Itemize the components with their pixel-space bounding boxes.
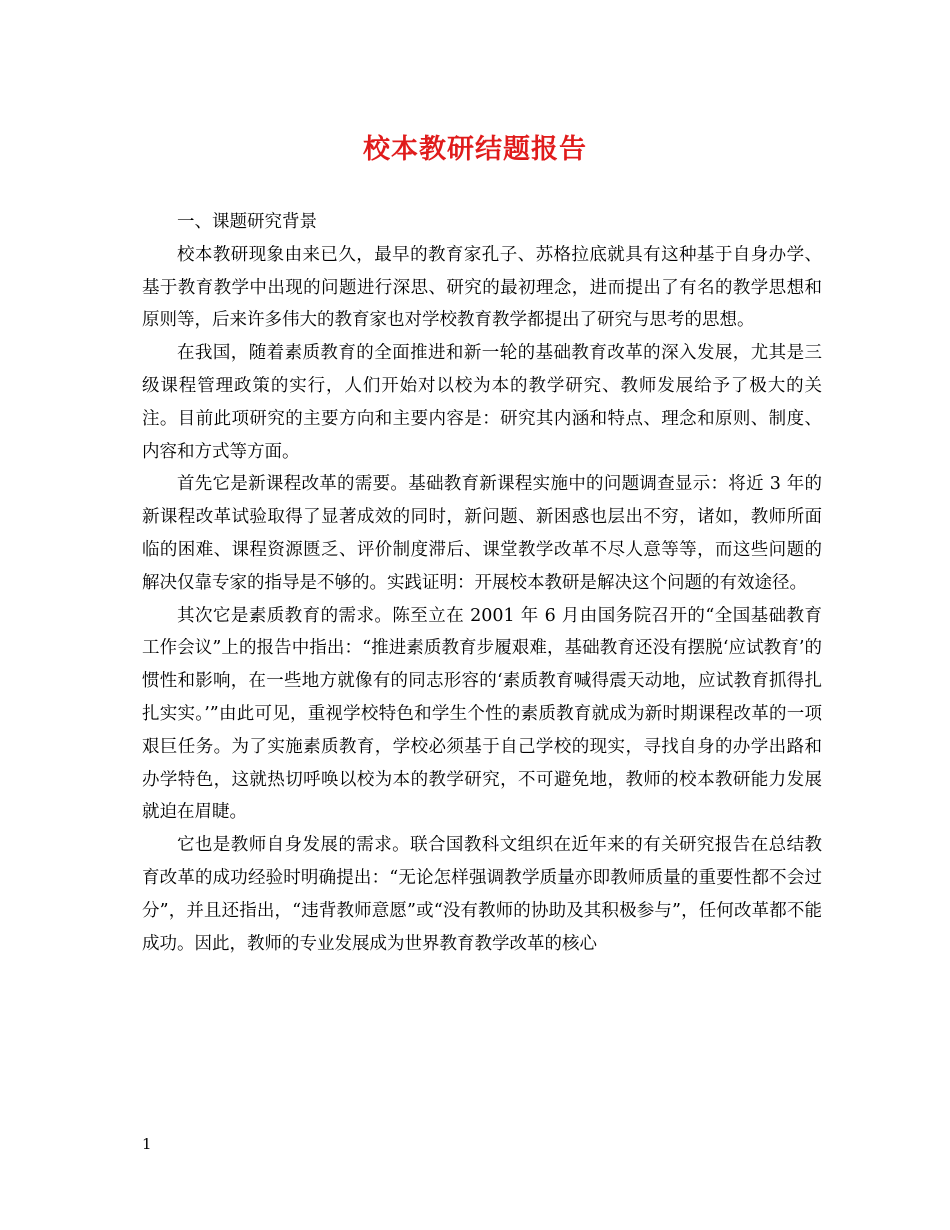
paragraph: 在我国，随着素质教育的全面推进和新一轮的基础教育改革的深入发展，尤其是三级课程管理政策的实行，人们开始对以校为本的教学研究、教师发展给予了极大的关注。目前此项研究的主要方向和主要内容是：研究其内涵和特点、理念和原则、制度、内容和方式等方面。 xyxy=(142,343,822,462)
paragraph: 它也是教师自身发展的需求。联合国教科文组织在近年来的有关研究报告在总结教育改革的成功经验时明确提出：“无论怎样强调教学质量亦即教师质量的重要性都不会过分”，并且还指出，“违背教师意愿”或“没有教师的协助及其积极参与”，任何改革都不能成功。因此，教师的专业发展成为世界教育教学改革的核心 xyxy=(142,835,822,954)
paragraph: 其次它是素质教育的需求。陈至立在 2001 年 6 月由国务院召开的“全国基础教育工作会议”上的报告中指出：“推进素质教育步履艰难，基础教育还没有摆脱‘应试教育’的惯性和影响，在一些地方就像有的同志形容的‘素质教育喊得震天动地，应试教育抓得扎扎实实。’”由此可见，重视学校特色和学生个性的素质教育就成为新时期课程改革的一项艰巨任务。为了实施素质教育，学校必须基于自己学校的现实，寻找自身的办学出路和办学特色，这就热切呼唤以校为本的教学研究，不可避免地，教师的校本教研能力发展就迫在眉睫。 xyxy=(142,605,822,823)
section-heading: 一、课题研究背景 xyxy=(177,212,317,232)
document-title: 校本教研结题报告 xyxy=(363,134,587,165)
document-body xyxy=(142,206,822,960)
page-number: 1 xyxy=(142,1135,152,1153)
paragraph: 校本教研现象由来已久，最早的教育家孔子、苏格拉底就具有这种基于自身办学、基于教育教学中出现的问题进行深思、研究的最初理念，进而提出了有名的教学思想和原则等，后来许多伟大的教育家也对学校教育教学都提出了研究与思考的思想。 xyxy=(142,244,822,331)
paragraph: 首先它是新课程改革的需要。基础教育新课程实施中的问题调查显示：将近 3 年的新课程改革试验取得了显著成效的同时，新问题、新困惑也层出不穷，诸如，教师所面临的困难、课程资源匮乏、评价制度滞后、课堂教学改革不尽人意等等，而这些问题的解决仅靠专家的指导是不够的。实践证明：开展校本教研是解决这个问题的有效途径。 xyxy=(142,474,822,593)
